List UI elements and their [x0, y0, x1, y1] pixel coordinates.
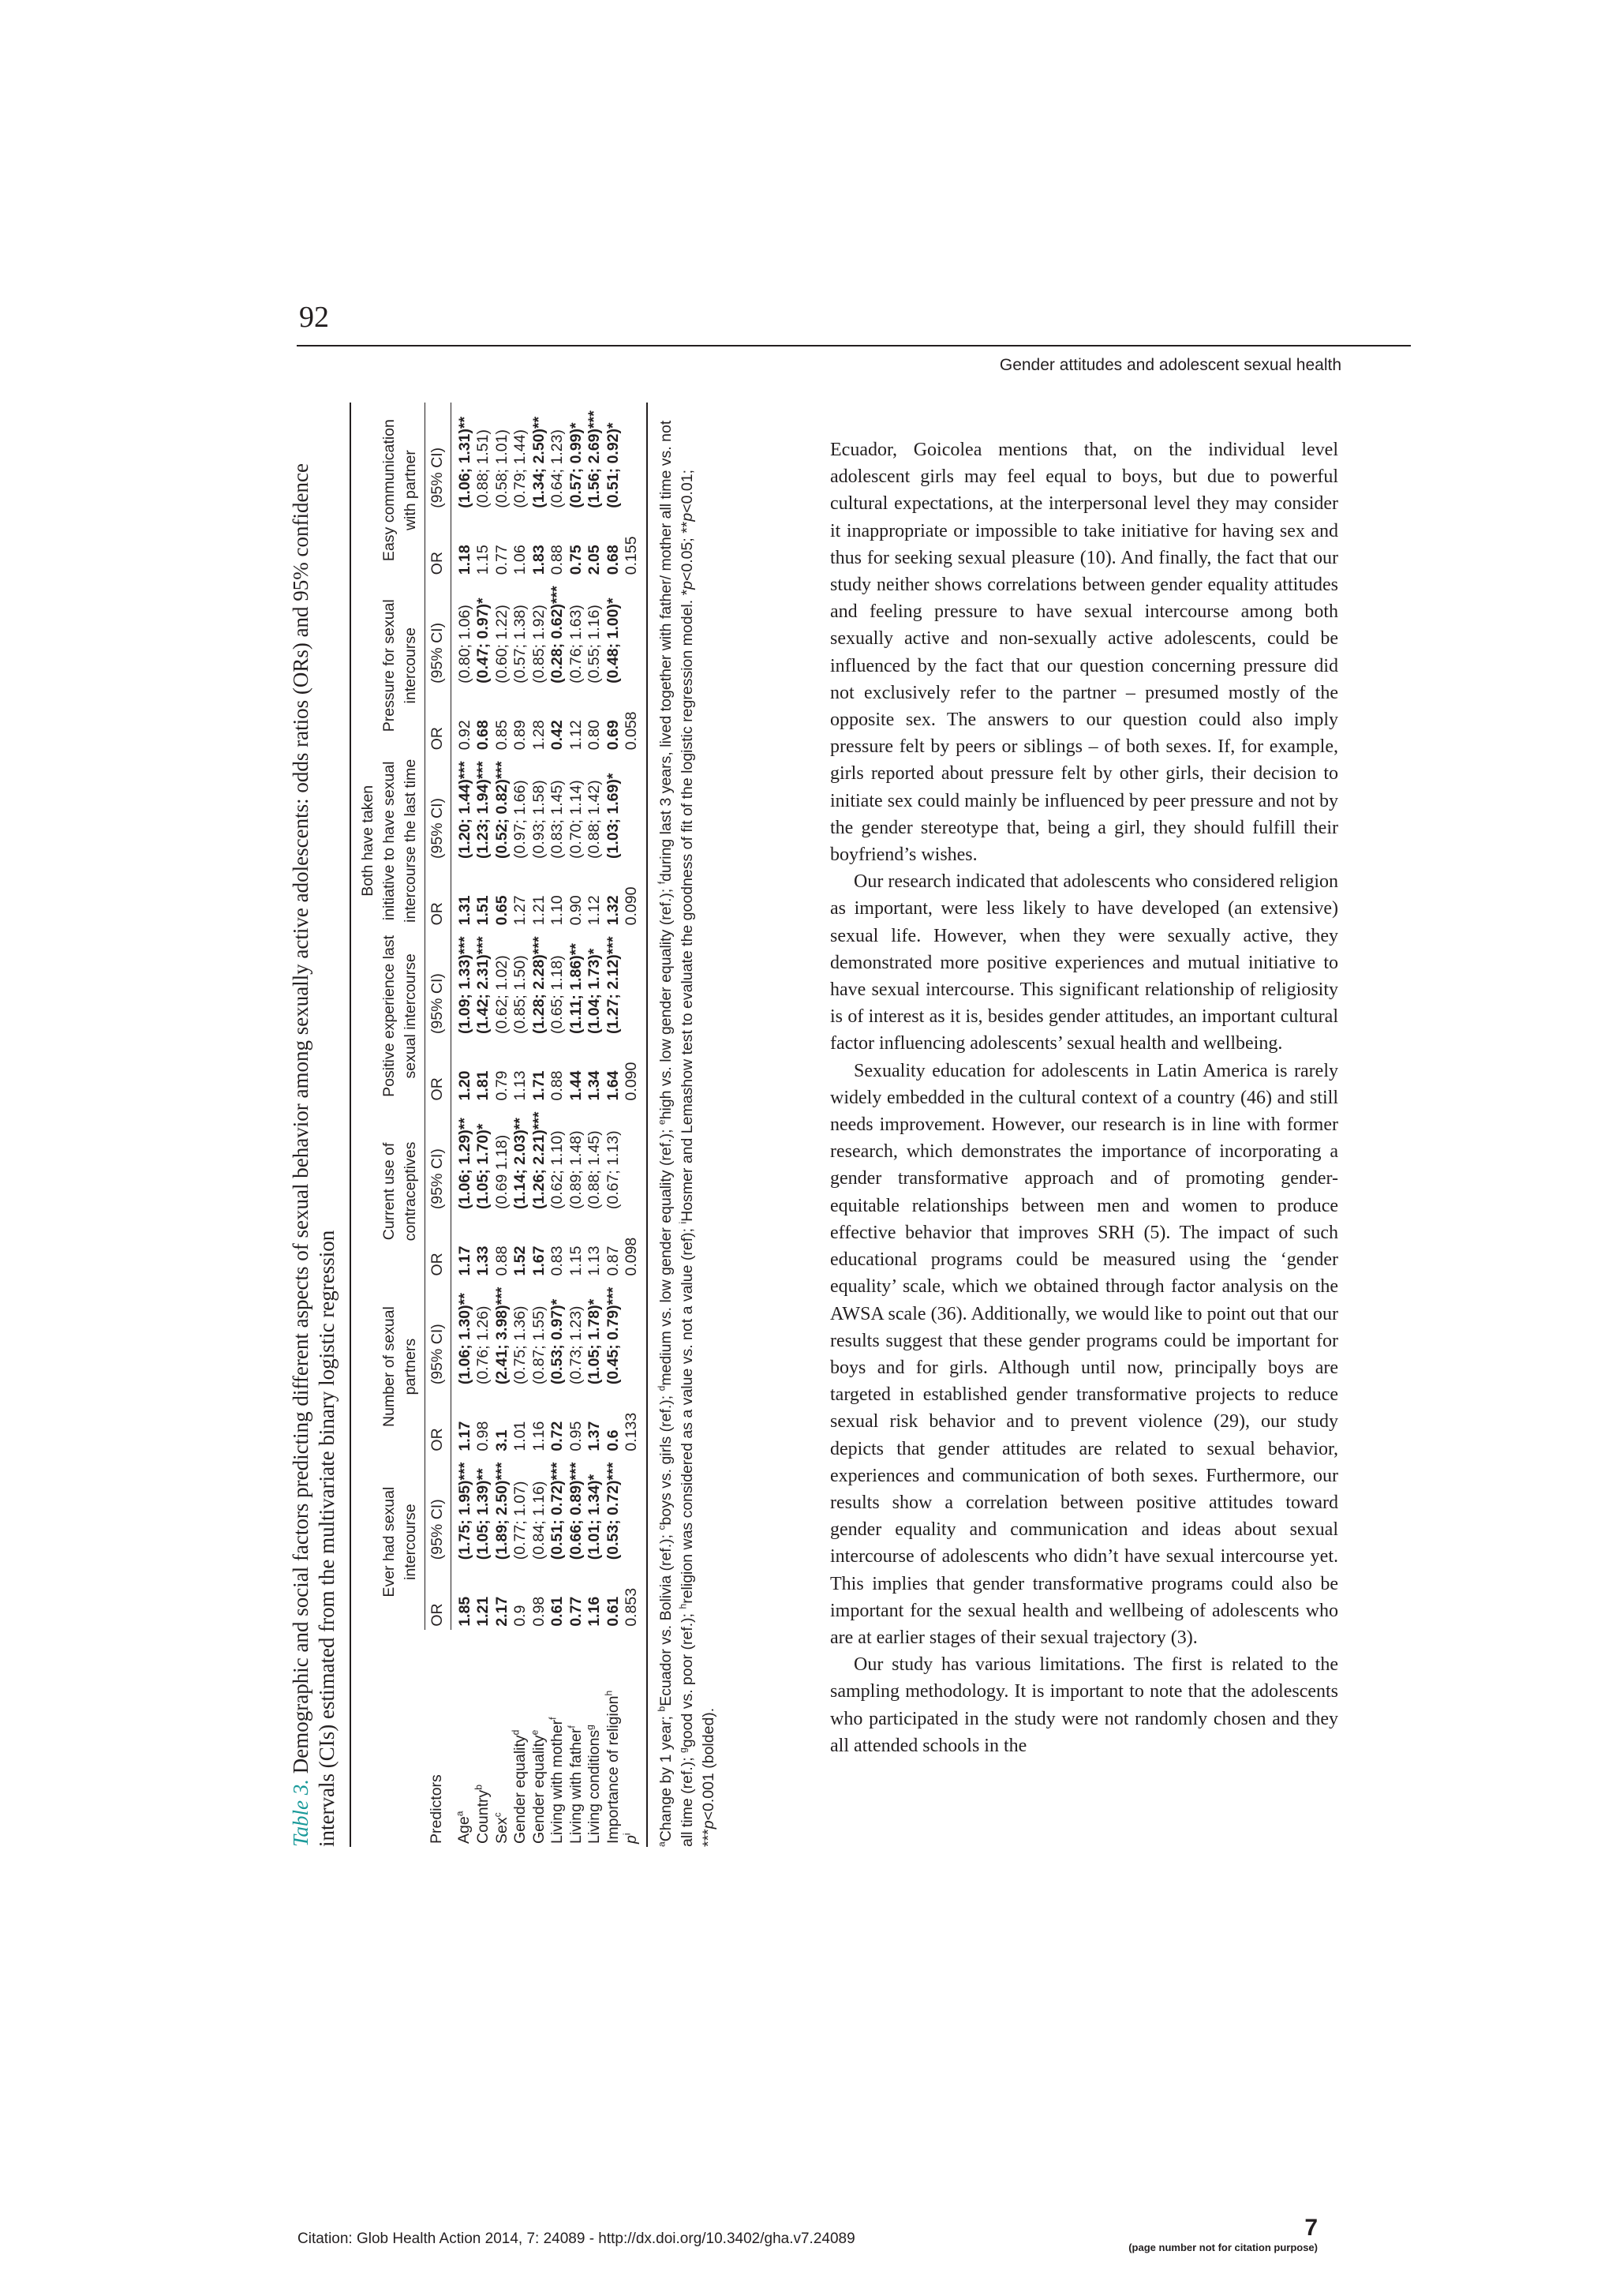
- ci-cell: (1.05; 1.78)*: [585, 1298, 603, 1385]
- ci-header: (95% CI): [425, 1279, 451, 1388]
- or-cell: 1.15: [567, 1245, 585, 1276]
- or-cell: 1.27: [511, 895, 529, 926]
- or-cell: 1.81: [474, 1070, 492, 1101]
- table-row: [585, 403, 604, 1847]
- ci-cell: (1.34; 2.50)**: [529, 416, 548, 508]
- or-cell: 2.17: [492, 1596, 511, 1627]
- ci-header: (95% CI): [425, 753, 451, 862]
- ci-cell: (0.55; 1.16): [585, 605, 603, 684]
- or-cell: 0.61: [548, 1596, 566, 1627]
- ci-cell: (1.42; 2.31)***: [474, 936, 492, 1035]
- ci-cell: (0.93; 1.58): [529, 780, 548, 859]
- body-text: [830, 436, 1338, 1759]
- ci-cell: [623, 578, 647, 687]
- or-cell: 0.68: [604, 545, 622, 575]
- predictors-header: Predictors: [428, 1774, 445, 1844]
- footer-page-note: (page number not for citation purpose): [1128, 2242, 1318, 2253]
- or-cell: 0.89: [511, 720, 529, 751]
- or-cell: 0.155: [623, 511, 647, 578]
- ci-cell: [623, 753, 647, 862]
- ci-cell: (1.27; 2.12)***: [604, 936, 622, 1035]
- body-paragraph: Our research indicated that adolescents who considered religion as important, were less likely to have developed (an extensive) sexual life. However, when they were sexually active, they demonstrated more positive experiences and mutual initiative to have sexual intercourse. This significant relationship of religiosity is of interest as it is, besides gender attitudes, an important cultural factor influencing adolescents’ sexual health and wellbeing.: [830, 871, 1338, 1054]
- or-cell: 0.85: [492, 720, 511, 751]
- ci-cell: (0.87; 1.55): [529, 1305, 548, 1385]
- ci-cell: [623, 928, 647, 1037]
- table-row: [530, 403, 549, 1847]
- ci-cell: (1.05; 1.39)**: [474, 1468, 492, 1560]
- or-cell: 1.64: [604, 1070, 622, 1101]
- or-cell: 3.1: [492, 1429, 511, 1451]
- ci-cell: (0.75; 1.36): [511, 1305, 529, 1385]
- ci-cell: (1.06; 1.30)**: [455, 1293, 473, 1385]
- ci-cell: (0.62; 1.02): [492, 955, 511, 1035]
- body-paragraph: Our study has various limitations. The first is related to the sampling methodology. It is important to note that the adolescents who participated in the study were not randomly chosen and they all attended schools in the: [830, 1654, 1338, 1756]
- or-cell: 1.13: [511, 1070, 529, 1101]
- ci-header: (95% CI): [425, 403, 451, 511]
- or-cell: 1.16: [585, 1596, 603, 1627]
- ci-cell: (0.83; 1.45): [548, 780, 566, 859]
- or-cell: 1.17: [455, 1245, 473, 1276]
- table-row: [511, 403, 530, 1847]
- ci-cell: [623, 1103, 647, 1212]
- or-cell: 1.20: [455, 1070, 473, 1101]
- ci-cell: (1.28; 2.28)***: [529, 936, 548, 1035]
- ci-cell: (0.89; 1.48): [567, 1130, 585, 1210]
- ci-cell: (0.60; 1.22): [492, 605, 511, 684]
- ci-cell: (1.11; 1.86)**: [567, 943, 585, 1035]
- or-cell: 1.34: [585, 1070, 603, 1101]
- or-cell: 0.68: [474, 720, 492, 751]
- table-row: [567, 403, 586, 1847]
- ci-cell: (0.53; 0.97)*: [548, 1298, 566, 1385]
- or-cell: 0.133: [623, 1388, 647, 1454]
- ci-cell: (1.75; 1.95)***: [455, 1462, 473, 1560]
- ci-cell: (0.85; 1.50): [511, 955, 529, 1035]
- ci-cell: (0.51; 0.72)***: [548, 1462, 566, 1560]
- or-header: OR: [425, 511, 451, 578]
- or-cell: 0.95: [567, 1421, 585, 1451]
- ci-cell: (0.52; 0.82)***: [492, 761, 511, 859]
- ci-cell: (1.01; 1.34)*: [585, 1474, 603, 1560]
- ci-cell: (0.73; 1.23): [567, 1305, 585, 1385]
- ci-cell: (0.70; 1.14): [567, 780, 585, 859]
- or-cell: 0.77: [567, 1596, 585, 1627]
- ci-cell: (1.05; 1.70)*: [474, 1123, 492, 1210]
- or-cell: 0.098: [623, 1212, 647, 1279]
- or-cell: 0.92: [455, 720, 473, 751]
- ci-header: (95% CI): [425, 928, 451, 1037]
- or-cell: 1.85: [455, 1596, 473, 1627]
- ci-cell: (0.88; 1.42): [585, 780, 603, 859]
- or-header: OR: [425, 1388, 451, 1454]
- group-header: Pressure for sexual intercourse: [380, 599, 419, 732]
- ci-cell: (0.69 1.18): [492, 1134, 511, 1210]
- group-header: Positive experience last sexual intercourse: [380, 935, 419, 1097]
- or-cell: 0.65: [492, 895, 511, 926]
- or-cell: 0.090: [623, 1037, 647, 1103]
- or-cell: 1.01: [511, 1421, 529, 1451]
- body-paragraph: Ecuador, Goicolea mentions that, on the individual level adolescent girls may feel equal to boys, but due to powerful cultural expectations, at the interpersonal level they may consider it inappropriate or impossible to take initiative for having sex and thus for seeking sexual pleasure (10). And finally, the fact that our study neither shows correlations between gender equality attitudes and feeling pressure to have sexual intercourse among both sexually active and non-sexually active adolescents, could be influenced by the fact that our question concerning pressure did not exclusively refer to the partner – presumed mostly of the opposite sex. The answers to our question could also imply pressure felt by peers or siblings – of both sexes. If, for example, girls reported about pressure felt by other girls, their decision to initiate sex could mainly be influenced by peer pressure and not by the gender stereotype that, being a girl, they should fulfill their boyfriend’s wishes.: [830, 440, 1338, 866]
- or-cell: 1.16: [529, 1421, 548, 1451]
- table-row: [493, 403, 512, 1847]
- or-cell: 0.69: [604, 720, 622, 751]
- group-header: Number of sexual partners: [380, 1306, 419, 1427]
- or-cell: 1.15: [474, 545, 492, 575]
- ci-cell: (0.84; 1.16): [529, 1481, 548, 1560]
- predictor-cell: Living with mother$^f$: [547, 1717, 566, 1844]
- header-rule: [297, 345, 1411, 346]
- ci-cell: (0.57; 0.99)*: [567, 422, 585, 508]
- ci-cell: [623, 403, 647, 511]
- table-row: [604, 403, 623, 1847]
- or-cell: 1.17: [455, 1421, 473, 1451]
- ci-cell: [623, 1279, 647, 1388]
- ci-cell: [623, 1455, 647, 1564]
- or-cell: 0.75: [567, 545, 585, 575]
- or-cell: 1.28: [529, 720, 548, 751]
- table-caption-text: Demographic and social factors predicting different aspects of sexual behavior among sexually active adolescents: odds ratios (ORs) and 95% confidence intervals (CIs) estimated from the multivariate binary logistic regression: [289, 463, 339, 1847]
- or-cell: 0.61: [604, 1596, 622, 1627]
- results-table: [351, 403, 648, 1847]
- ci-cell: (0.28; 0.62)***: [548, 586, 566, 684]
- ci-cell: (1.26; 2.21)***: [529, 1111, 548, 1210]
- ci-cell: (0.88; 1.45): [585, 1130, 603, 1210]
- ci-cell: (0.76; 1.63): [567, 605, 585, 684]
- predictor-cell: Sex$^c$: [492, 1812, 511, 1844]
- or-cell: 1.21: [474, 1596, 492, 1627]
- or-cell: 0.87: [604, 1245, 622, 1276]
- ci-cell: (0.77; 1.07): [511, 1481, 529, 1560]
- page-number: 92: [299, 301, 329, 334]
- or-cell: 1.31: [455, 895, 473, 926]
- ci-cell: (0.62; 1.10): [548, 1130, 566, 1210]
- table-footnote: $^a$Change by 1 year; $^b$Ecuador vs. Bolivia (ref.); $^c$boys vs. girls (ref.); $^d$medium vs. low gender equality (ref.); $^e$high vs. low gender equality (ref.); $^f$during last 3 years, lived together with father/ mother all time vs. not all time (ref.); $^g$good vs. poor (ref.); $^h$religion was considered as a value vs. not a value (ref); $^i$Hosmer and Lemashow test to evaluate the goodness of fit of the logistic regression model. *p<0.05; **p<0.01; ***p<0.001 (bolded).: [656, 420, 717, 1847]
- predictor-cell: Living with father$^f$: [566, 1725, 585, 1844]
- ci-cell: (0.48; 1.00)*: [604, 597, 622, 684]
- ci-cell: (0.47; 0.97)*: [474, 597, 492, 684]
- ci-cell: (1.09; 1.33)***: [455, 936, 473, 1035]
- or-cell: 2.05: [585, 545, 603, 575]
- predictor-cell: Gender equality$^e$: [529, 1729, 548, 1844]
- or-cell: 1.51: [474, 895, 492, 926]
- or-cell: 0.83: [548, 1245, 566, 1276]
- ci-cell: (1.89; 2.50)***: [492, 1462, 511, 1560]
- or-cell: 1.33: [474, 1245, 492, 1276]
- ci-cell: (1.06; 1.29)**: [455, 1118, 473, 1210]
- table-row: [474, 403, 493, 1847]
- rotated-table-block: [288, 403, 754, 1847]
- or-cell: 0.88: [548, 1070, 566, 1101]
- or-cell: 0.9: [511, 1605, 529, 1627]
- ci-cell: (1.06; 1.31)**: [455, 416, 473, 508]
- or-cell: 1.67: [529, 1245, 548, 1276]
- ci-cell: (0.64; 1.23): [548, 429, 566, 508]
- or-cell: 0.88: [492, 1245, 511, 1276]
- or-cell: 1.13: [585, 1245, 603, 1276]
- ci-cell: (0.66; 0.89)***: [567, 1462, 585, 1560]
- or-cell: 1.37: [585, 1421, 603, 1451]
- ci-cell: (0.76; 1.26): [474, 1305, 492, 1385]
- or-cell: 0.90: [567, 895, 585, 926]
- ci-cell: (1.04; 1.73)*: [585, 948, 603, 1035]
- or-cell: 0.79: [492, 1070, 511, 1101]
- ci-cell: (2.41; 3.98)***: [492, 1287, 511, 1385]
- ci-cell: (1.56; 2.69)***: [585, 410, 603, 508]
- or-cell: 1.52: [511, 1245, 529, 1276]
- or-header: OR: [425, 1212, 451, 1279]
- or-cell: 0.853: [623, 1563, 647, 1629]
- or-cell: 1.21: [529, 895, 548, 926]
- group-header: Ever had sexual intercourse: [380, 1486, 419, 1597]
- or-cell: 0.058: [623, 687, 647, 753]
- group-header: Current use of contraceptives: [380, 1141, 419, 1242]
- or-cell: 1.10: [548, 895, 566, 926]
- table-row: [623, 403, 647, 1847]
- or-cell: 0.98: [529, 1596, 548, 1627]
- or-header: OR: [425, 1037, 451, 1103]
- predictor-cell: $p^i$: [623, 1630, 647, 1847]
- or-header: OR: [425, 687, 451, 753]
- or-cell: 1.83: [529, 545, 548, 575]
- or-cell: 1.71: [529, 1070, 548, 1101]
- ci-header: (95% CI): [425, 1455, 451, 1564]
- table-label: Table 3.: [289, 1778, 312, 1847]
- or-cell: 0.42: [548, 720, 566, 751]
- table-row: [548, 403, 567, 1847]
- predictor-cell: Gender equality$^d$: [510, 1729, 529, 1844]
- or-cell: 1.32: [604, 895, 622, 926]
- predictor-cell: Age$^a$: [454, 1811, 473, 1844]
- ci-cell: (0.51; 0.92)*: [604, 422, 622, 508]
- ci-cell: (0.65; 1.18): [548, 955, 566, 1035]
- or-header: OR: [425, 1563, 451, 1629]
- citation: Citation: Glob Health Action 2014, 7: 24089 - http://dx.doi.org/10.3402/gha.v7.24089: [297, 2230, 855, 2247]
- ci-cell: (0.88; 1.51): [474, 429, 492, 508]
- predictor-cell: Country$^b$: [473, 1785, 492, 1844]
- predictor-cell: Living conditions$^g$: [584, 1725, 603, 1844]
- or-cell: 1.12: [585, 895, 603, 926]
- ci-cell: (0.58; 1.01): [492, 429, 511, 508]
- or-cell: 1.12: [567, 720, 585, 751]
- ci-cell: (1.20; 1.44)***: [455, 761, 473, 859]
- predictor-cell: Importance of religion$^h$: [603, 1690, 622, 1844]
- ci-cell: (0.53; 0.72)***: [604, 1462, 622, 1560]
- group-header: Both have taken initiative to have sexual intercourse the last time: [359, 758, 419, 923]
- ci-cell: (0.45; 0.79)***: [604, 1287, 622, 1385]
- running-head: Gender attitudes and adolescent sexual health: [999, 356, 1341, 374]
- or-header: OR: [425, 862, 451, 928]
- or-cell: 0.88: [548, 545, 566, 575]
- table-caption: [288, 403, 340, 1847]
- group-header: Easy communication with partner: [380, 419, 419, 562]
- ci-header: (95% CI): [425, 578, 451, 687]
- ci-cell: (0.79; 1.44): [511, 429, 529, 508]
- ci-cell: (1.23; 1.94)***: [474, 761, 492, 859]
- table-row: [451, 403, 474, 1847]
- or-cell: 1.44: [567, 1070, 585, 1101]
- footer-page-number: 7: [1304, 2215, 1318, 2241]
- body-paragraph: Sexuality education for adolescents in Latin America is rarely widely embedded in the cultural context of a country (46) and still needs improvement. However, our research is in line with former research, which demonstrates the importance of incorporating a gender transformative approach and of promoting gender-equitable relationships between men and women to produce effective behavior that improves SRH (5). The impact of such educational programs could be measured using the ‘gender equality’ scale, which we obtained through factor analysis on the AWSA scale (36). Additionally, we would like to point out that our results suggest that these gender programs could be important for boys and for girls. Although until now, principally boys are targeted in established gender transformative projects to reduce sexual risk behavior and to prevent violence (29), our study depicts that gender attitudes are related to sexual behavior, experiences and communication of both sexes. Furthermore, our results show a correlation between positive attitudes toward gender equality and communication and ideas about sexual intercourse of adolescents who didn’t have sexual intercourse yet. This implies that gender transformative programs could also be important for the sexual health and wellbeing of adolescents who are at earlier stages of their sexual trajectory (3).: [830, 1060, 1338, 1648]
- or-cell: 0.6: [604, 1429, 622, 1451]
- or-cell: 0.98: [474, 1421, 492, 1451]
- or-cell: 1.18: [455, 545, 473, 575]
- or-cell: 0.72: [548, 1421, 566, 1451]
- or-cell: 1.06: [511, 545, 529, 575]
- ci-cell: (0.85; 1.92): [529, 605, 548, 684]
- ci-cell: (0.67; 1.13): [604, 1130, 622, 1210]
- or-cell: 0.090: [623, 862, 647, 928]
- or-cell: 0.77: [492, 545, 511, 575]
- ci-cell: (0.57; 1.38): [511, 605, 529, 684]
- ci-header: (95% CI): [425, 1103, 451, 1212]
- ci-cell: (1.14; 2.03)**: [511, 1118, 529, 1210]
- ci-cell: (0.97; 1.66): [511, 780, 529, 859]
- ci-cell: (0.80; 1.06): [455, 605, 473, 684]
- or-cell: 0.80: [585, 720, 603, 751]
- ci-cell: (1.03; 1.69)*: [604, 773, 622, 859]
